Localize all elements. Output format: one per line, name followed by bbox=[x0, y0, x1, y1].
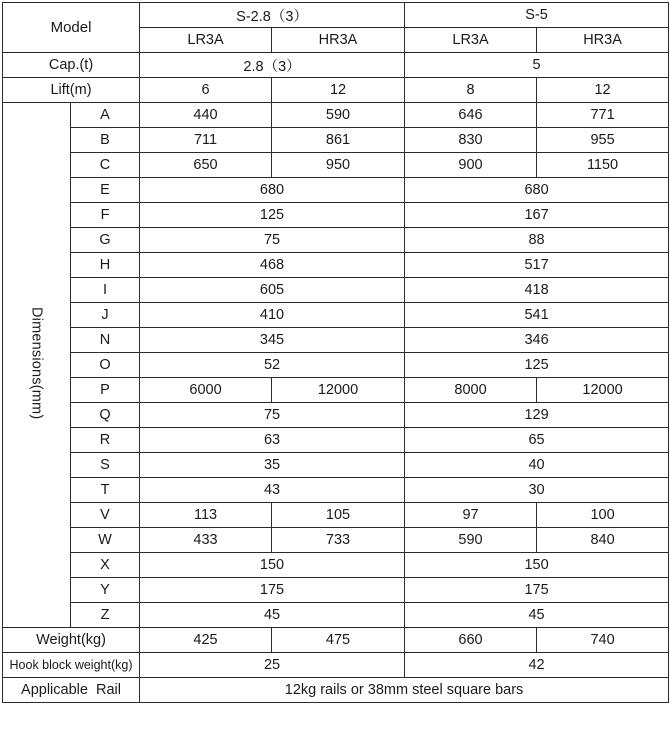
dimensions-label: Dimensions(mm) bbox=[28, 306, 45, 420]
weight-value: 475 bbox=[272, 628, 405, 653]
dimension-key: J bbox=[71, 303, 140, 328]
dimension-key: Z bbox=[71, 603, 140, 628]
lift-value: 12 bbox=[537, 78, 669, 103]
header-row-models bbox=[3, 3, 669, 28]
dimension-value: 900 bbox=[405, 153, 537, 178]
dimension-row bbox=[3, 353, 669, 378]
spec-table-body bbox=[3, 3, 669, 703]
dimension-value: 440 bbox=[140, 103, 272, 128]
dimension-value: 830 bbox=[405, 128, 537, 153]
dimension-row bbox=[3, 553, 669, 578]
dimension-row bbox=[3, 128, 669, 153]
dimension-key: N bbox=[71, 328, 140, 353]
weight-value: 740 bbox=[537, 628, 669, 653]
dimension-value: 30 bbox=[405, 478, 669, 503]
dimension-value: 97 bbox=[405, 503, 537, 528]
dimension-value: 12000 bbox=[537, 378, 669, 403]
dimension-key: H bbox=[71, 253, 140, 278]
dimension-row bbox=[3, 203, 669, 228]
capacity-label: Cap.(t) bbox=[3, 53, 140, 78]
dimension-value: 12000 bbox=[272, 378, 405, 403]
dimension-key: Q bbox=[71, 403, 140, 428]
dimension-key: E bbox=[71, 178, 140, 203]
lift-value: 8 bbox=[405, 78, 537, 103]
dimension-value: 771 bbox=[537, 103, 669, 128]
dimension-value: 63 bbox=[140, 428, 405, 453]
dimension-key: W bbox=[71, 528, 140, 553]
dimension-key: G bbox=[71, 228, 140, 253]
dimension-value: 418 bbox=[405, 278, 669, 303]
dimension-value: 175 bbox=[405, 578, 669, 603]
rail-value: 12kg rails or 38mm steel square bars bbox=[140, 678, 669, 703]
dimension-row bbox=[3, 503, 669, 528]
dimension-value: 65 bbox=[405, 428, 669, 453]
dimension-value: 40 bbox=[405, 453, 669, 478]
dimension-value: 680 bbox=[405, 178, 669, 203]
dimension-key: C bbox=[71, 153, 140, 178]
dimension-row bbox=[3, 578, 669, 603]
model-s28-header: S-2.8（3） bbox=[140, 3, 405, 28]
dimension-row bbox=[3, 153, 669, 178]
variant-header: LR3A bbox=[405, 28, 537, 53]
dimension-key: F bbox=[71, 203, 140, 228]
capacity-value: 5 bbox=[405, 53, 669, 78]
hook-block-value: 42 bbox=[405, 653, 669, 678]
dimension-key: Y bbox=[71, 578, 140, 603]
dimension-key: A bbox=[71, 103, 140, 128]
dimension-row bbox=[3, 228, 669, 253]
dimension-value: 1150 bbox=[537, 153, 669, 178]
model-header: Model bbox=[3, 3, 140, 53]
dimension-value: 75 bbox=[140, 228, 405, 253]
dimension-row bbox=[3, 403, 669, 428]
dimension-value: 129 bbox=[405, 403, 669, 428]
dimension-value: 125 bbox=[140, 203, 405, 228]
dimension-row bbox=[3, 178, 669, 203]
dimension-key: P bbox=[71, 378, 140, 403]
lift-row bbox=[3, 78, 669, 103]
dimension-value: 861 bbox=[272, 128, 405, 153]
rail-row bbox=[3, 678, 669, 703]
variant-header: HR3A bbox=[272, 28, 405, 53]
weight-value: 660 bbox=[405, 628, 537, 653]
lift-label: Lift(m) bbox=[3, 78, 140, 103]
dimension-row bbox=[3, 303, 669, 328]
dimension-key: B bbox=[71, 128, 140, 153]
model-s5-header: S-5 bbox=[405, 3, 669, 28]
capacity-row bbox=[3, 53, 669, 78]
dimension-value: 955 bbox=[537, 128, 669, 153]
dimension-value: 75 bbox=[140, 403, 405, 428]
dimension-value: 45 bbox=[140, 603, 405, 628]
dimension-value: 105 bbox=[272, 503, 405, 528]
weight-value: 425 bbox=[140, 628, 272, 653]
dimension-value: 711 bbox=[140, 128, 272, 153]
dimension-value: 605 bbox=[140, 278, 405, 303]
hook-block-label: Hook block weight(kg) bbox=[3, 653, 140, 678]
variant-header: LR3A bbox=[140, 28, 272, 53]
dimension-row bbox=[3, 328, 669, 353]
dimension-value: 100 bbox=[537, 503, 669, 528]
dimension-value: 88 bbox=[405, 228, 669, 253]
dimension-key: T bbox=[71, 478, 140, 503]
dimension-value: 113 bbox=[140, 503, 272, 528]
dimension-row bbox=[3, 603, 669, 628]
dimension-value: 433 bbox=[140, 528, 272, 553]
dimension-row bbox=[3, 453, 669, 478]
dimension-key: X bbox=[71, 553, 140, 578]
dimension-value: 43 bbox=[140, 478, 405, 503]
dimension-value: 590 bbox=[405, 528, 537, 553]
dimension-value: 733 bbox=[272, 528, 405, 553]
dimension-value: 646 bbox=[405, 103, 537, 128]
dimension-key: O bbox=[71, 353, 140, 378]
dimension-row bbox=[3, 528, 669, 553]
dimension-value: 8000 bbox=[405, 378, 537, 403]
spec-table bbox=[2, 2, 669, 703]
weight-row bbox=[3, 628, 669, 653]
dimension-value: 175 bbox=[140, 578, 405, 603]
dimension-value: 590 bbox=[272, 103, 405, 128]
dimension-key: R bbox=[71, 428, 140, 453]
dimension-value: 468 bbox=[140, 253, 405, 278]
dimension-key: S bbox=[71, 453, 140, 478]
dimension-value: 346 bbox=[405, 328, 669, 353]
dimension-value: 6000 bbox=[140, 378, 272, 403]
dimension-value: 410 bbox=[140, 303, 405, 328]
dimension-value: 52 bbox=[140, 353, 405, 378]
dimension-row bbox=[3, 378, 669, 403]
dimension-row bbox=[3, 253, 669, 278]
dimension-row bbox=[3, 103, 669, 128]
dimension-row bbox=[3, 478, 669, 503]
dimension-value: 167 bbox=[405, 203, 669, 228]
hook-block-value: 25 bbox=[140, 653, 405, 678]
dimension-value: 150 bbox=[405, 553, 669, 578]
dimension-value: 35 bbox=[140, 453, 405, 478]
rail-label: Applicable Rail bbox=[3, 678, 140, 703]
dimension-value: 541 bbox=[405, 303, 669, 328]
dimension-value: 950 bbox=[272, 153, 405, 178]
hook-block-row bbox=[3, 653, 669, 678]
dimension-value: 125 bbox=[405, 353, 669, 378]
dimension-value: 650 bbox=[140, 153, 272, 178]
dimension-value: 150 bbox=[140, 553, 405, 578]
lift-value: 12 bbox=[272, 78, 405, 103]
variant-header: HR3A bbox=[537, 28, 669, 53]
dimension-value: 840 bbox=[537, 528, 669, 553]
dimensions-label-cell bbox=[3, 103, 71, 628]
dimension-key: I bbox=[71, 278, 140, 303]
dimension-row bbox=[3, 428, 669, 453]
dimension-key: V bbox=[71, 503, 140, 528]
dimension-value: 517 bbox=[405, 253, 669, 278]
dimension-row bbox=[3, 278, 669, 303]
capacity-value: 2.8（3） bbox=[140, 53, 405, 78]
weight-label: Weight(kg) bbox=[3, 628, 140, 653]
dimension-value: 345 bbox=[140, 328, 405, 353]
dimension-value: 680 bbox=[140, 178, 405, 203]
lift-value: 6 bbox=[140, 78, 272, 103]
dimension-value: 45 bbox=[405, 603, 669, 628]
